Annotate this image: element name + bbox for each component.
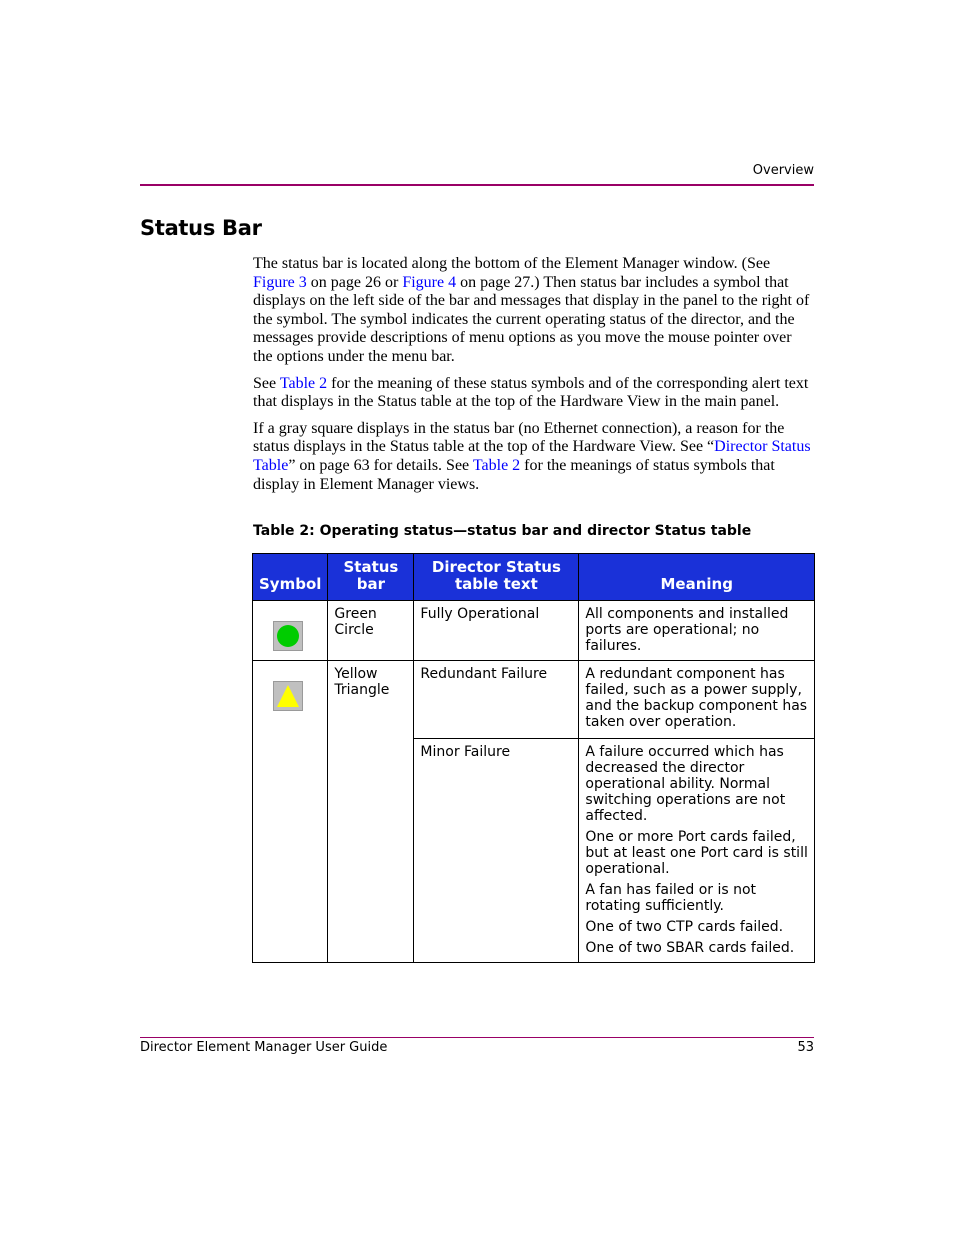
symbol-cell [253,661,328,963]
paragraph-2 [253,375,815,412]
header-rule [140,184,814,186]
meaning-cell [579,601,815,661]
header-director-text: Director Status table text [414,554,579,601]
director-text-cell: Redundant Failure [414,661,579,739]
status-bar-cell: Green Circle [328,601,414,661]
text: for the meaning of these status symbols and of the corresponding alert text that displays in the Status table at the top of the Hardware View in the main panel. [253,374,809,411]
director-text-cell: Fully Operational [414,601,579,661]
text: The status bar is located along the bottom of the Element Manager window. (See [253,255,771,272]
text: See [253,374,280,392]
meaning-text: One of two SBAR cards failed. [585,940,795,956]
meaning-cell [579,739,815,963]
figure-4-link[interactable]: Figure 4 [402,273,457,291]
table-header-row [253,554,815,601]
operating-status-table [252,553,815,963]
symbol-cell [253,601,328,661]
header-status-bar: Status bar [328,554,414,601]
meaning-text: All components and installed ports are operational; no failures. [585,606,789,654]
table-row [253,601,815,661]
text: on page 26 or [306,273,403,291]
meaning-text: One or more Port cards failed, but at least one Port card is still operational. [585,829,808,877]
text: ” on page 63 for details. See [288,456,473,474]
status-bar-cell: Yellow Triangle [328,661,414,963]
body-text [253,255,815,502]
footer-title: Director Element Manager User Guide [140,1040,388,1055]
yellow-triangle-icon [273,681,303,711]
director-status-table-link[interactable]: Director Status Table [253,438,811,474]
paragraph-1 [253,255,815,367]
director-text-cell: Minor Failure [414,739,579,963]
header-meaning: Meaning [579,554,815,601]
text: for the meanings of status symbols that display in Element Manager views. [253,456,775,493]
footer-rule [140,1037,814,1038]
table-caption: Table 2: Operating status—status bar and director Status table [253,523,752,539]
table-2-link[interactable]: Table 2 [279,374,328,392]
running-head: Overview [752,163,814,178]
meaning-cell [579,661,815,739]
meaning-text: A fan has failed or is not rotating sufficiently. [585,882,757,914]
figure-3-link[interactable]: Figure 3 [253,273,307,291]
text: on page 27.) Then status bar includes a symbol that displays on the left side of the bar and messages that display in the panel to the right of the symbol. The symbol indicates the current operating status of the director, and the messages provide descriptions of menu options as you move the mouse pointer over the options under the menu bar. [253,273,810,365]
meaning-text: One of two CTP cards failed. [585,919,784,935]
meaning-text: A failure occurred which has decreased the director operational ability. Normal switching operations are not affected. [585,744,786,824]
text: If a gray square displays in the status bar (no Ethernet connection), a reason for the status displays in the Status table at the top of the Hardware View. See “ [253,419,785,456]
table-row [253,661,815,739]
page-number: 53 [797,1040,814,1055]
section-title: Status Bar [140,216,262,240]
table-2-link[interactable]: Table 2 [472,456,521,474]
header-symbol: Symbol [253,554,328,601]
green-circle-icon [273,621,303,651]
meaning-text: A redundant component has failed, such as a power supply, and the backup component has taken over operation. [585,666,808,730]
paragraph-3 [253,420,815,494]
